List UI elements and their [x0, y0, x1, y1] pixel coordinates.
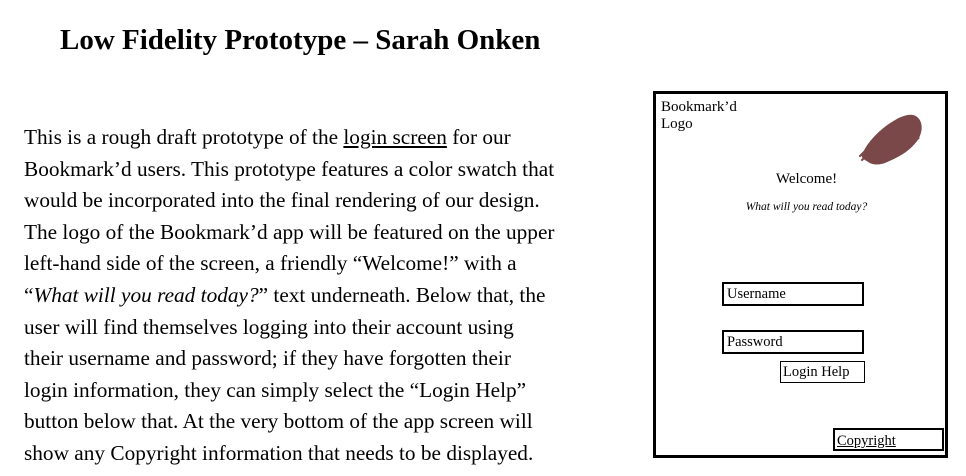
login-screen-mockup — [653, 91, 948, 458]
paragraph-line — [24, 122, 636, 154]
logo-text-line: Logo — [661, 116, 693, 132]
paragraph-line: login information, they can simply select the “Login Help” — [24, 377, 527, 402]
tagline-text: What will you read today? — [745, 201, 868, 213]
paragraph-line: button below that. At the very bottom of the app screen will — [24, 409, 533, 434]
text-run: “ — [24, 282, 34, 307]
color-swatch — [858, 110, 924, 166]
paragraph-line: would be incorporated into the final rendering of our design. — [24, 188, 540, 213]
login-help-button[interactable]: Login Help — [780, 361, 865, 383]
copyright-button[interactable]: Copyright — [833, 428, 944, 451]
logo-text-line: Bookmark’d — [661, 99, 737, 115]
tagline-italic-text: What will you read today? — [33, 282, 259, 307]
welcome-text: Welcome! — [775, 171, 838, 187]
password-field[interactable]: Password — [722, 330, 864, 354]
color-swatch-scribble — [863, 116, 920, 163]
paragraph-line: user will find themselves logging into their account using — [24, 314, 514, 339]
paragraph-line: left-hand side of the screen, a friendly “Welcome!” with a — [24, 251, 517, 276]
text-run: This is a rough draft prototype of the — [24, 125, 344, 149]
paragraph-line: show any Copyright information that needs to be displayed. — [24, 440, 534, 465]
paragraph-line: Bookmark’d users. This prototype features a color swatch that — [24, 156, 555, 181]
text-run: ” text underneath. Below that, the — [258, 282, 546, 307]
text-run: for our — [446, 125, 511, 149]
description-paragraph — [24, 122, 636, 470]
paragraph-line — [24, 280, 636, 312]
app-logo-placeholder — [661, 99, 771, 133]
page-title: Low Fidelity Prototype – Sarah Onken — [60, 24, 541, 56]
login-screen-underlined-text: login screen — [343, 125, 447, 149]
username-field[interactable]: Username — [722, 282, 864, 306]
paragraph-line: The logo of the Bookmark’d app will be featured on the upper — [24, 219, 555, 244]
paragraph-line: their username and password; if they have forgotten their — [24, 346, 511, 371]
